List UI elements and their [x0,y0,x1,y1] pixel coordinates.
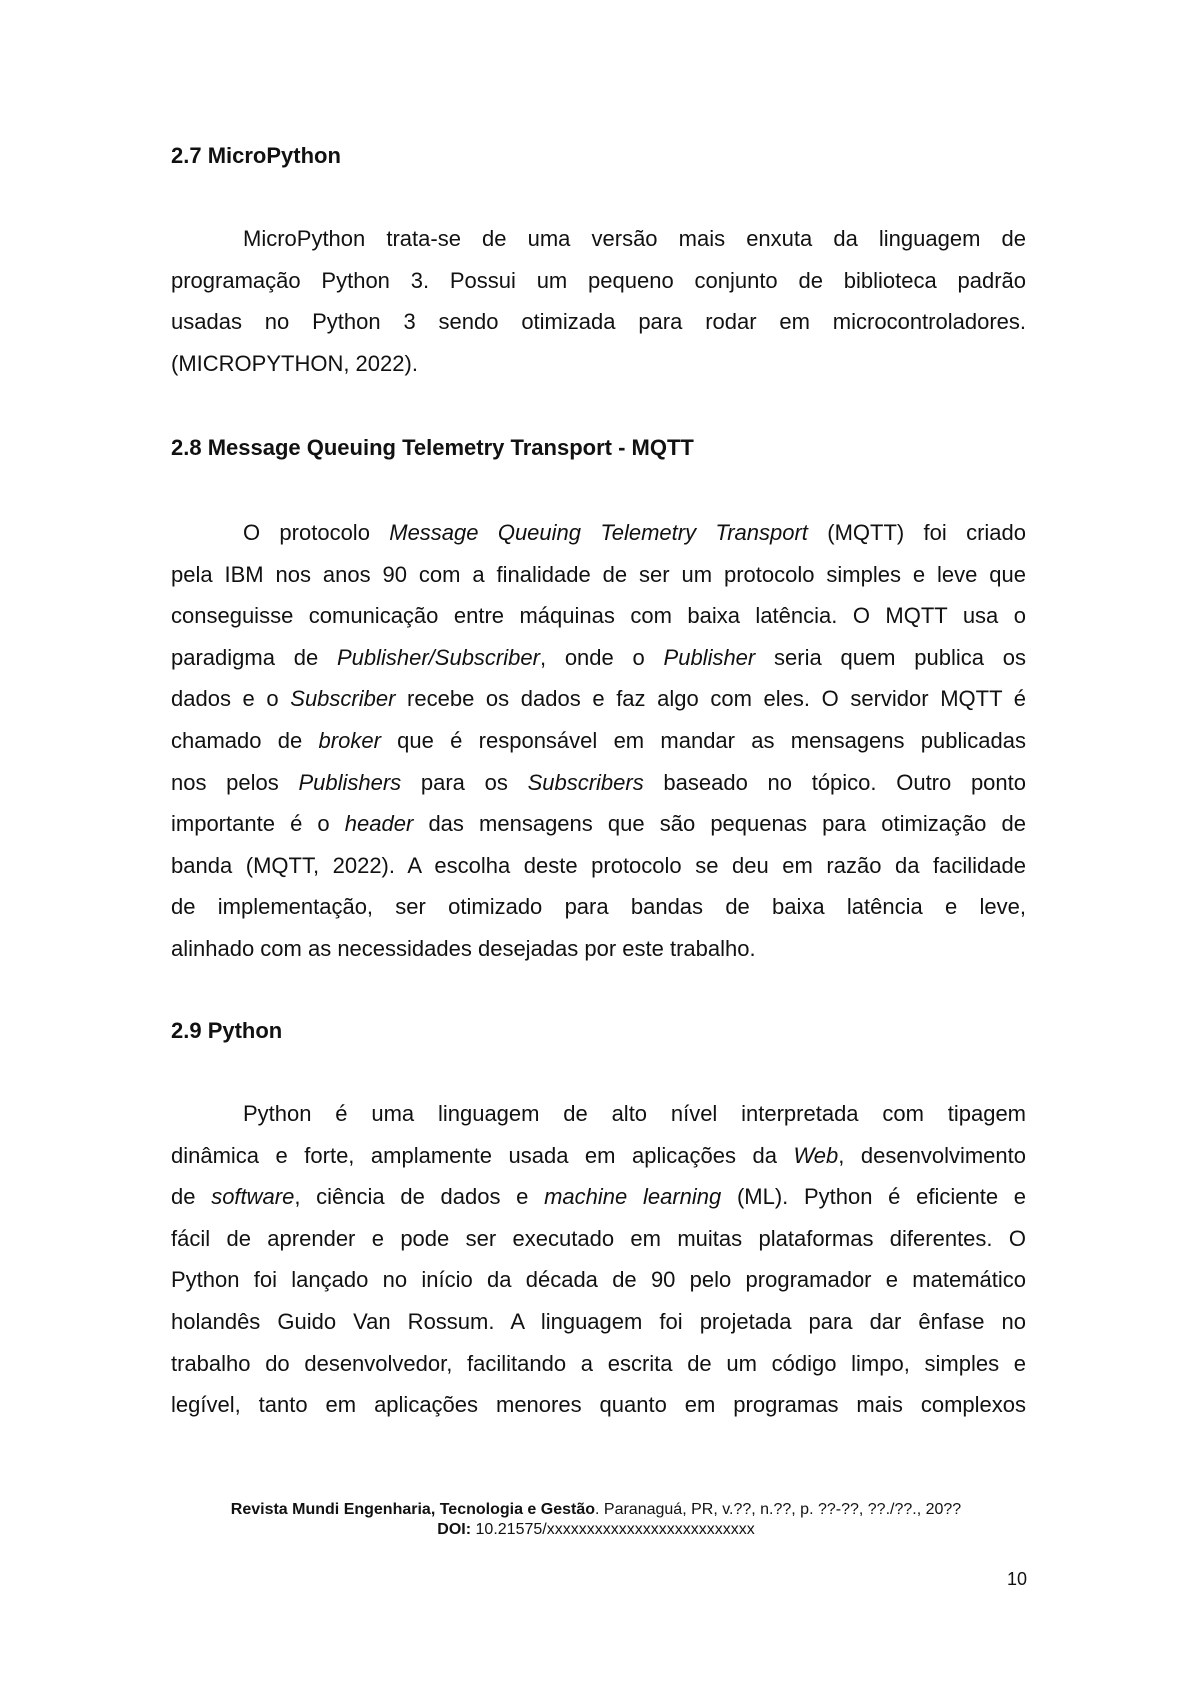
italic-term: Web [793,1142,839,1168]
section-paragraph-micropython [171,218,1026,384]
italic-term: Publisher/Subscriber [336,644,540,670]
text-line: (MICROPYTHON, 2022). [171,350,418,376]
text-line: de implementação, ser otimizado para bandas de baixa latência e leve, [171,894,1026,920]
italic-term: broker [318,727,381,753]
italic-term: Subscribers [527,769,644,795]
text-line: dinâmica e forte, amplamente usada em aplicações da Web, desenvolvimento [171,1142,1026,1168]
italic-term: Publishers [298,769,402,795]
text-line: MicroPython trata-se de uma versão mais enxuta da linguagem de [243,226,1026,251]
doi-value: 10.21575/xxxxxxxxxxxxxxxxxxxxxxxxxx [471,1521,755,1538]
journal-name: Revista Mundi Engenharia, Tecnologia e Gestão [230,1501,596,1518]
text-line: dados e o Subscriber recebe os dados e faz algo com eles. O servidor MQTT é [171,686,1026,712]
section-heading-mqtt: 2.8 Message Queuing Telemetry Transport - MQTT [171,435,694,460]
text-line: alinhado com as necessidades desejadas por este trabalho. [171,935,756,961]
text-line: legível, tanto em aplicações menores quanto em programas mais complexos [171,1392,1026,1418]
section-heading-micropython: 2.7 MicroPython [171,143,341,168]
section-paragraph-mqtt [171,512,1026,970]
section-heading-python: 2.9 Python [171,1018,283,1043]
text-line: Python é uma linguagem de alto nível interpretada com tipagem [243,1101,1026,1126]
journal-citation: . Paranaguá, PR, v.??, n.??, p. ??-??, ??./??., 20?? [595,1501,962,1518]
text-line: programação Python 3. Possui um pequeno conjunto de biblioteca padrão [171,267,1026,293]
text-line: trabalho do desenvolvedor, facilitando a escrita de um código limpo, simples e [171,1350,1026,1376]
page-number: 10 [1006,1569,1027,1589]
text-line: O protocolo Message Queuing Telemetry Transport (MQTT) foi criado [243,520,1027,545]
text-line: fácil de aprender e pode ser executado em muitas plataformas diferentes. O [171,1225,1026,1251]
text-line: holandês Guido Van Rossum. A linguagem foi projetada para dar ênfase no [171,1308,1026,1334]
italic-term: Publisher [663,644,756,670]
text-line: importante é o header das mensagens que são pequenas para otimização de [171,811,1027,837]
text-line: banda (MQTT, 2022). A escolha deste protocolo se deu em razão da facilidade [171,852,1026,878]
text-line: Python foi lançado no início da década de 90 pelo programador e matemático [171,1267,1026,1293]
text-line: paradigma de Publisher/Subscriber, onde o Publisher seria quem publica os [171,644,1026,670]
footer-doi-line [0,1520,1192,1540]
italic-term: Message Queuing Telemetry Transport [389,520,808,545]
text-line: de software, ciência de dados e machine learning (ML). Python é eficiente e [171,1184,1026,1210]
italic-term: header [344,811,414,837]
footer-citation-line [0,1500,1192,1520]
text-line: conseguisse comunicação entre máquinas com baixa latência. O MQTT usa o [171,603,1026,629]
doi-label: DOI: [437,1521,472,1538]
text-line: usadas no Python 3 sendo otimizada para rodar em microcontroladores. [171,309,1026,335]
text-line: pela IBM nos anos 90 com a finalidade de ser um protocolo simples e leve que [171,561,1026,587]
text-line: chamado de broker que é responsável em mandar as mensagens publicadas [171,727,1026,753]
page-footer [0,1500,1192,1540]
italic-term: software [211,1184,295,1210]
italic-term: Subscriber [290,686,396,712]
text-line: nos pelos Publishers para os Subscribers baseado no tópico. Outro ponto [171,769,1026,795]
section-paragraph-python [171,1093,1026,1426]
italic-term: machine learning [544,1184,722,1210]
